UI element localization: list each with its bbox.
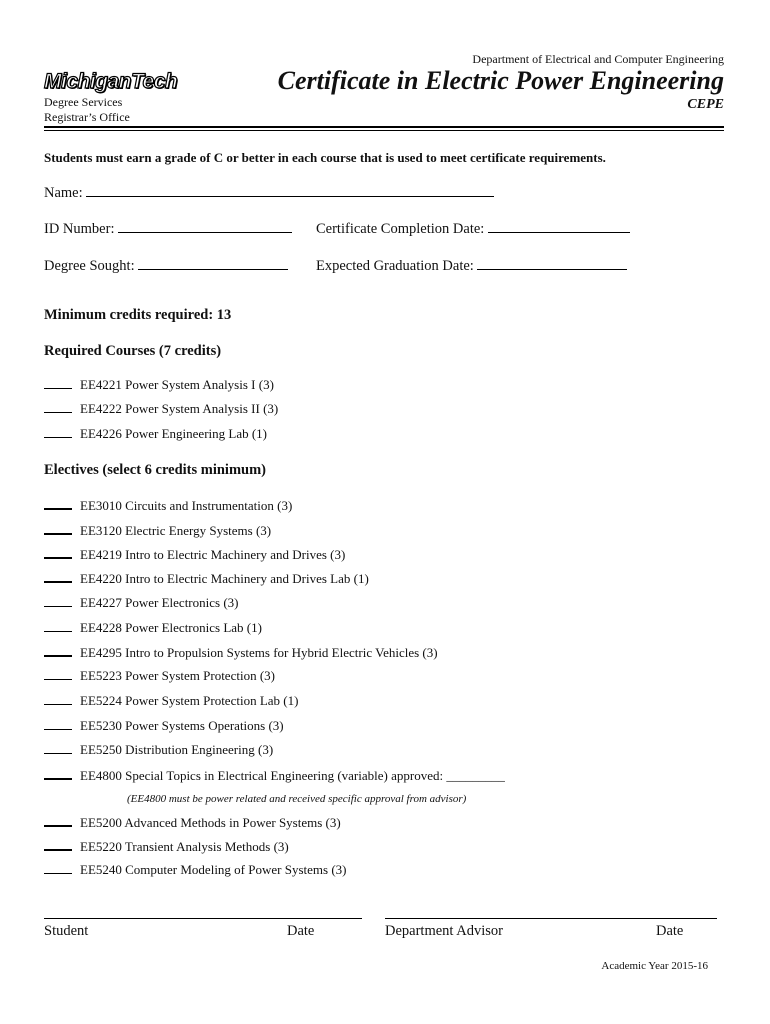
degree-sought-field[interactable] xyxy=(44,255,288,275)
list-item[interactable] xyxy=(44,595,238,611)
degree-sought-label: Degree Sought: xyxy=(44,258,135,274)
advisor-signature-line[interactable] xyxy=(385,918,717,919)
course-label: EE5200 Advanced Methods in Power Systems (3) xyxy=(80,815,341,830)
course-label: EE5240 Computer Modeling of Power Systems (3) xyxy=(80,862,347,877)
course-label: EE4800 Special Topics in Electrical Engineering (variable) approved: _________ xyxy=(80,768,505,783)
required-heading: Required Courses (7 credits) xyxy=(44,343,222,359)
list-item[interactable] xyxy=(44,644,438,661)
completion-date-field[interactable] xyxy=(316,218,630,238)
course-label: EE4221 Power System Analysis I (3) xyxy=(80,377,274,392)
check-line[interactable] xyxy=(44,862,72,874)
check-line[interactable] xyxy=(44,693,72,705)
list-item[interactable] xyxy=(44,522,271,539)
header-rule xyxy=(44,126,724,128)
student-signature-line[interactable] xyxy=(44,918,362,919)
check-line[interactable] xyxy=(44,620,72,632)
student-label: Student xyxy=(44,923,89,939)
graduation-date-label: Expected Graduation Date: xyxy=(316,258,474,274)
check-line[interactable] xyxy=(44,644,72,657)
list-item[interactable] xyxy=(44,401,278,417)
header-rule-thin xyxy=(44,130,724,131)
course-label: EE5230 Power Systems Operations (3) xyxy=(80,718,284,733)
certificate-code: CEPE xyxy=(687,97,724,112)
advisor-label: Department Advisor xyxy=(385,923,503,939)
list-item[interactable] xyxy=(44,862,346,878)
check-line[interactable] xyxy=(44,814,72,827)
check-line[interactable] xyxy=(44,426,72,438)
grade-notice: Students must earn a grade of C or better in each course that is used to meet certificate requirements. xyxy=(44,150,606,165)
completion-date-input-line[interactable] xyxy=(488,218,630,233)
list-item[interactable] xyxy=(44,814,341,831)
check-line[interactable] xyxy=(44,767,72,780)
min-credits: Minimum credits required: 13 xyxy=(44,307,232,323)
list-item[interactable] xyxy=(44,377,274,393)
list-item[interactable] xyxy=(44,570,369,587)
id-number-input-line[interactable] xyxy=(118,218,292,233)
name-label: Name: xyxy=(44,185,83,201)
graduation-date-field[interactable] xyxy=(316,255,627,275)
check-line[interactable] xyxy=(44,401,72,413)
course-label: EE4219 Intro to Electric Machinery and Drives (3) xyxy=(80,547,346,562)
course-label: EE4228 Power Electronics Lab (1) xyxy=(80,620,262,635)
check-line[interactable] xyxy=(44,497,72,510)
list-item[interactable] xyxy=(44,668,275,684)
office-line-1: Degree Services xyxy=(44,95,123,109)
office-line-2: Registrar’s Office xyxy=(44,110,130,124)
list-item[interactable] xyxy=(44,620,262,636)
course-label: EE5223 Power System Protection (3) xyxy=(80,668,275,683)
course-label: EE5224 Power System Protection Lab (1) xyxy=(80,693,299,708)
check-line[interactable] xyxy=(44,838,72,851)
check-line[interactable] xyxy=(44,595,72,607)
ee4800-note: (EE4800 must be power related and received specific approval from advisor) xyxy=(127,793,467,805)
michigan-tech-logo: MichiganTech xyxy=(44,70,178,93)
check-line[interactable] xyxy=(44,546,72,559)
course-label: EE4226 Power Engineering Lab (1) xyxy=(80,426,268,441)
list-item[interactable] xyxy=(44,742,273,758)
course-label: EE3120 Electric Energy Systems (3) xyxy=(80,523,272,538)
electives-heading: Electives (select 6 credits minimum) xyxy=(44,462,267,478)
page-title: Certificate in Electric Power Engineering xyxy=(277,66,724,95)
name-input-line[interactable] xyxy=(86,182,494,197)
advisor-date-label: Date xyxy=(656,923,684,939)
course-label: EE4295 Intro to Propulsion Systems for Hybrid Electric Vehicles (3) xyxy=(80,645,438,660)
course-label: EE4220 Intro to Electric Machinery and Drives Lab (1) xyxy=(80,571,369,586)
course-label: EE3010 Circuits and Instrumentation (3) xyxy=(80,498,293,513)
student-date-label: Date xyxy=(287,923,315,939)
check-line[interactable] xyxy=(44,718,72,730)
completion-date-label: Certificate Completion Date: xyxy=(316,221,485,237)
degree-sought-input-line[interactable] xyxy=(138,255,288,270)
department-name: Department of Electrical and Computer Engineering xyxy=(472,52,724,66)
graduation-date-input-line[interactable] xyxy=(477,255,627,270)
check-line[interactable] xyxy=(44,742,72,754)
check-line[interactable] xyxy=(44,377,72,389)
course-label: EE4222 Power System Analysis II (3) xyxy=(80,401,279,416)
list-item[interactable] xyxy=(44,546,345,563)
list-item[interactable] xyxy=(44,767,505,784)
list-item[interactable] xyxy=(44,497,292,514)
list-item[interactable] xyxy=(44,693,298,709)
name-field[interactable] xyxy=(44,182,494,202)
academic-year: Academic Year 2015-16 xyxy=(601,960,708,972)
check-line[interactable] xyxy=(44,522,72,535)
course-label: EE5250 Distribution Engineering (3) xyxy=(80,742,274,757)
check-line[interactable] xyxy=(44,570,72,583)
check-line[interactable] xyxy=(44,668,72,680)
id-number-field[interactable] xyxy=(44,218,292,238)
list-item[interactable] xyxy=(44,426,267,442)
course-label: EE4227 Power Electronics (3) xyxy=(80,595,239,610)
list-item[interactable] xyxy=(44,838,289,855)
list-item[interactable] xyxy=(44,718,284,734)
id-number-label: ID Number: xyxy=(44,221,115,237)
course-label: EE5220 Transient Analysis Methods (3) xyxy=(80,839,289,854)
